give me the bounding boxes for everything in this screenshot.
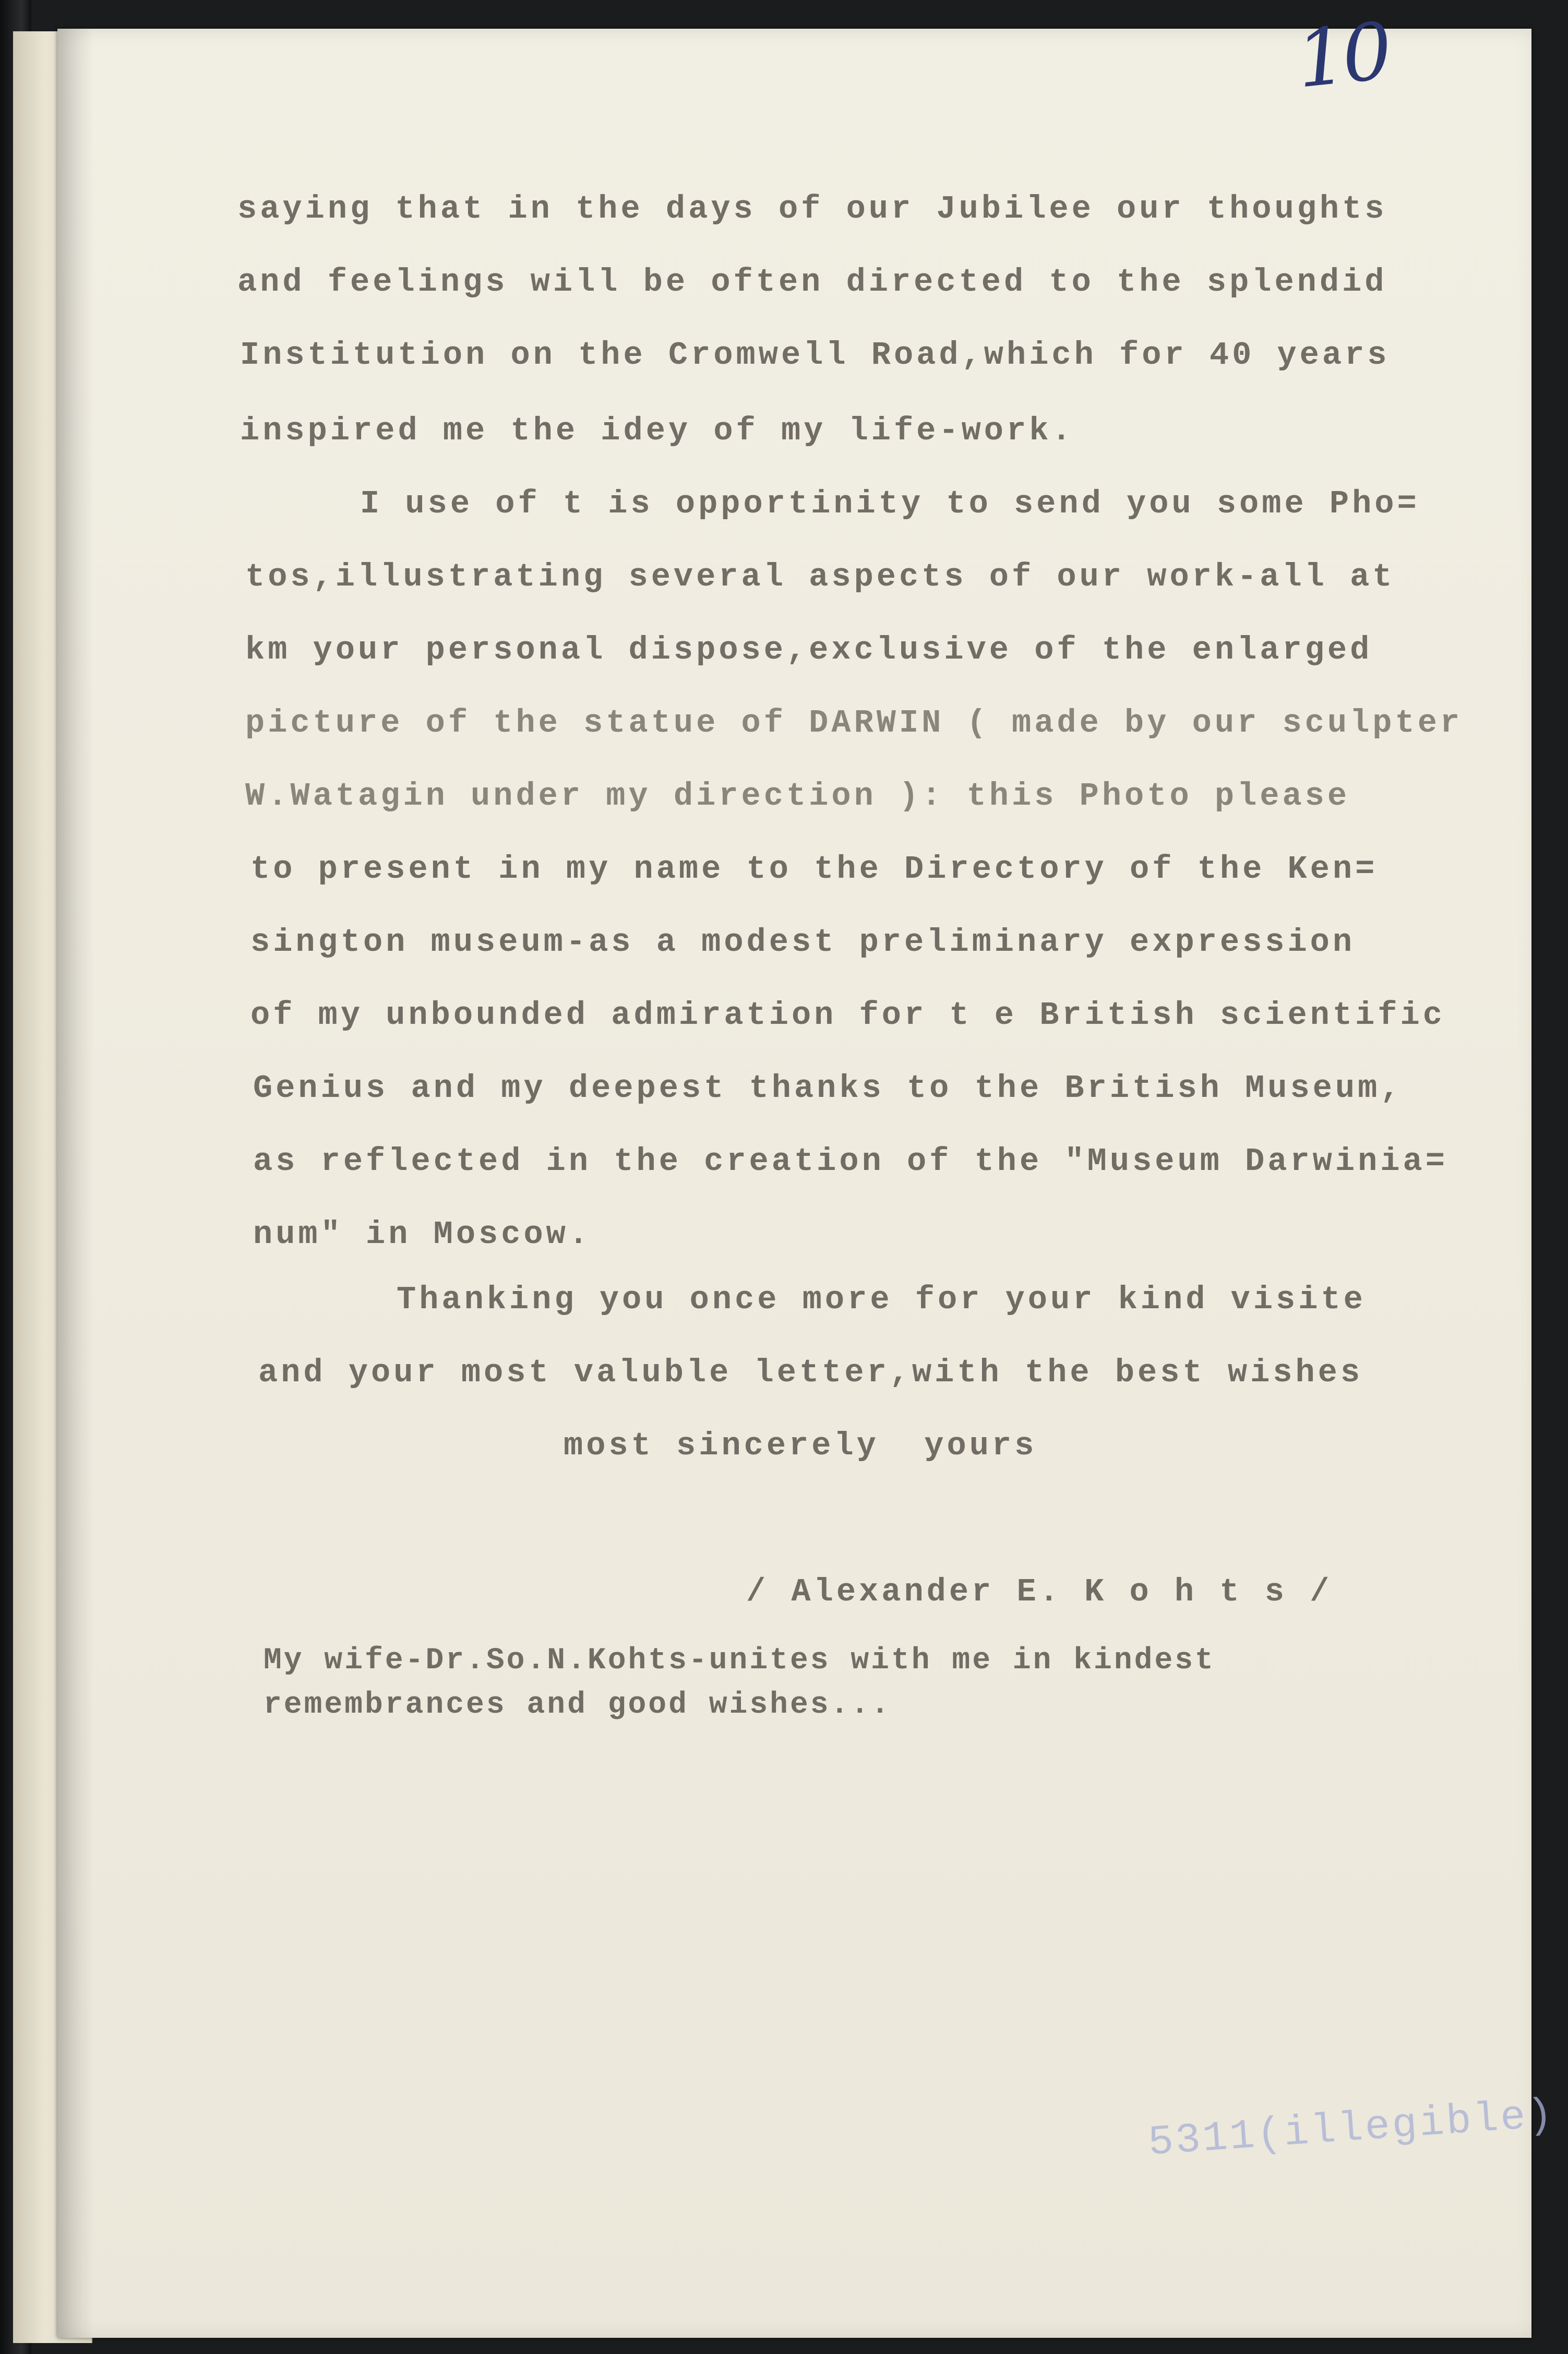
text-line: num" in Moscow. <box>253 1216 592 1253</box>
text-line: sington museum-as a modest preliminary expression <box>250 924 1356 961</box>
text-line: to present in my name to the Directory of the Ken= <box>250 851 1378 888</box>
text-line: Genius and my deepest thanks to the British Museum, <box>253 1070 1403 1107</box>
text-line: as reflected in the creation of the "Museum Darwinia= <box>253 1143 1448 1180</box>
signature-line: / Alexander E. K o h t s / <box>746 1573 1333 1610</box>
text-line: W.Watagin under my direction ): this Photo please <box>245 778 1350 815</box>
postscript-line: My wife-Dr.So.N.Kohts-unites with me in kindest <box>264 1644 1215 1678</box>
text-line: saying that in the days of our Jubilee our thoughts <box>237 190 1387 228</box>
text-line: Institution on the Cromwell Road,which for 40 years <box>240 337 1390 374</box>
text-line: and feelings will be often directed to the splendid <box>237 264 1387 301</box>
letter-page <box>57 29 1531 2338</box>
text-line: I use of t is opportinity to send you some Pho= <box>360 485 1420 522</box>
closing-salutation: most sincerely yours <box>564 1427 1037 1464</box>
archive-stamp: 5311(illegible) <box>1146 2091 1557 2168</box>
text-line: tos,illustrating several aspects of our work-all at <box>245 558 1395 595</box>
text-line: Thanking you once more for your kind visite <box>397 1281 1366 1318</box>
text-line: of my unbounded admiration for t e British scientific <box>250 997 1445 1034</box>
postscript-line: remembrances and good wishes... <box>264 1688 891 1722</box>
folio-number: 10 <box>1292 6 1393 106</box>
text-line: and your most valuble letter,with the best wishes <box>258 1354 1363 1391</box>
text-line: km your personal dispose,exclusive of the enlarged <box>245 631 1373 668</box>
page-fold-shadow <box>57 29 94 2338</box>
text-line: picture of the statue of DARWIN ( made by our sculpter <box>245 704 1463 742</box>
text-line: inspired me the idey of my life-work. <box>240 412 1074 449</box>
